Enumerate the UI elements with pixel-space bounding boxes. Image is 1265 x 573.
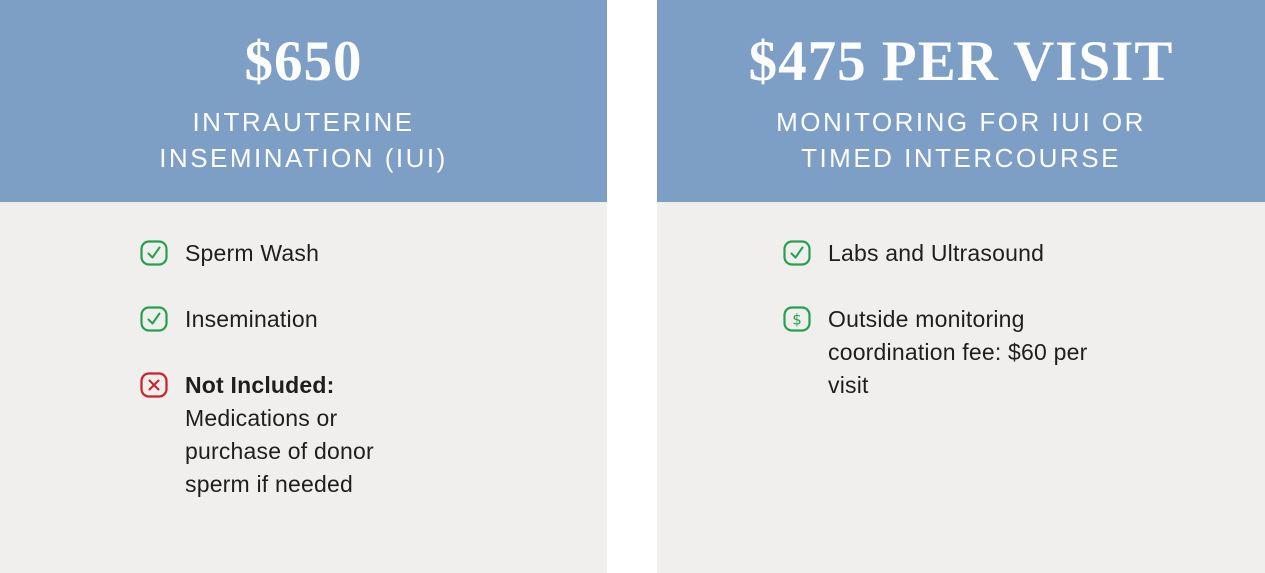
subtitle-line: INSEMINATION (IUI) (159, 142, 448, 173)
dollar-icon (783, 306, 811, 332)
card-subtitle (159, 104, 448, 176)
card-header (657, 0, 1265, 202)
card-header (0, 0, 607, 202)
not-included-detail: Medications or purchase of donor sperm if needed (185, 405, 374, 497)
svg-text:$: $ (792, 310, 802, 329)
list-item-fee (783, 303, 1265, 402)
check-icon (140, 306, 168, 332)
x-icon (140, 372, 168, 398)
card-body (0, 202, 607, 573)
not-included-heading: Not Included: (185, 372, 335, 398)
price-text: $650 (244, 29, 363, 93)
item-label: Labs and Ultrasound (828, 240, 1045, 266)
price-text: $475 PER VISIT (748, 29, 1174, 93)
check-icon (140, 240, 168, 266)
list-item (783, 237, 1265, 270)
subtitle-line: MONITORING FOR IUI OR (776, 106, 1146, 137)
item-label: Insemination (185, 306, 318, 332)
subtitle-line: INTRAUTERINE (192, 106, 415, 137)
pricing-card-monitoring (657, 0, 1265, 573)
list-item-not-included (140, 369, 607, 501)
check-icon (783, 240, 811, 266)
card-subtitle (776, 104, 1146, 176)
pricing-card-iui (0, 0, 607, 573)
card-body (657, 202, 1265, 573)
item-label (185, 369, 440, 501)
item-label: Sperm Wash (185, 240, 320, 266)
list-item (140, 237, 607, 270)
list-item (140, 303, 607, 336)
subtitle-line: TIMED INTERCOURSE (801, 142, 1121, 173)
item-label: Outside monitoring coordination fee: $60 per visit (828, 306, 1088, 398)
